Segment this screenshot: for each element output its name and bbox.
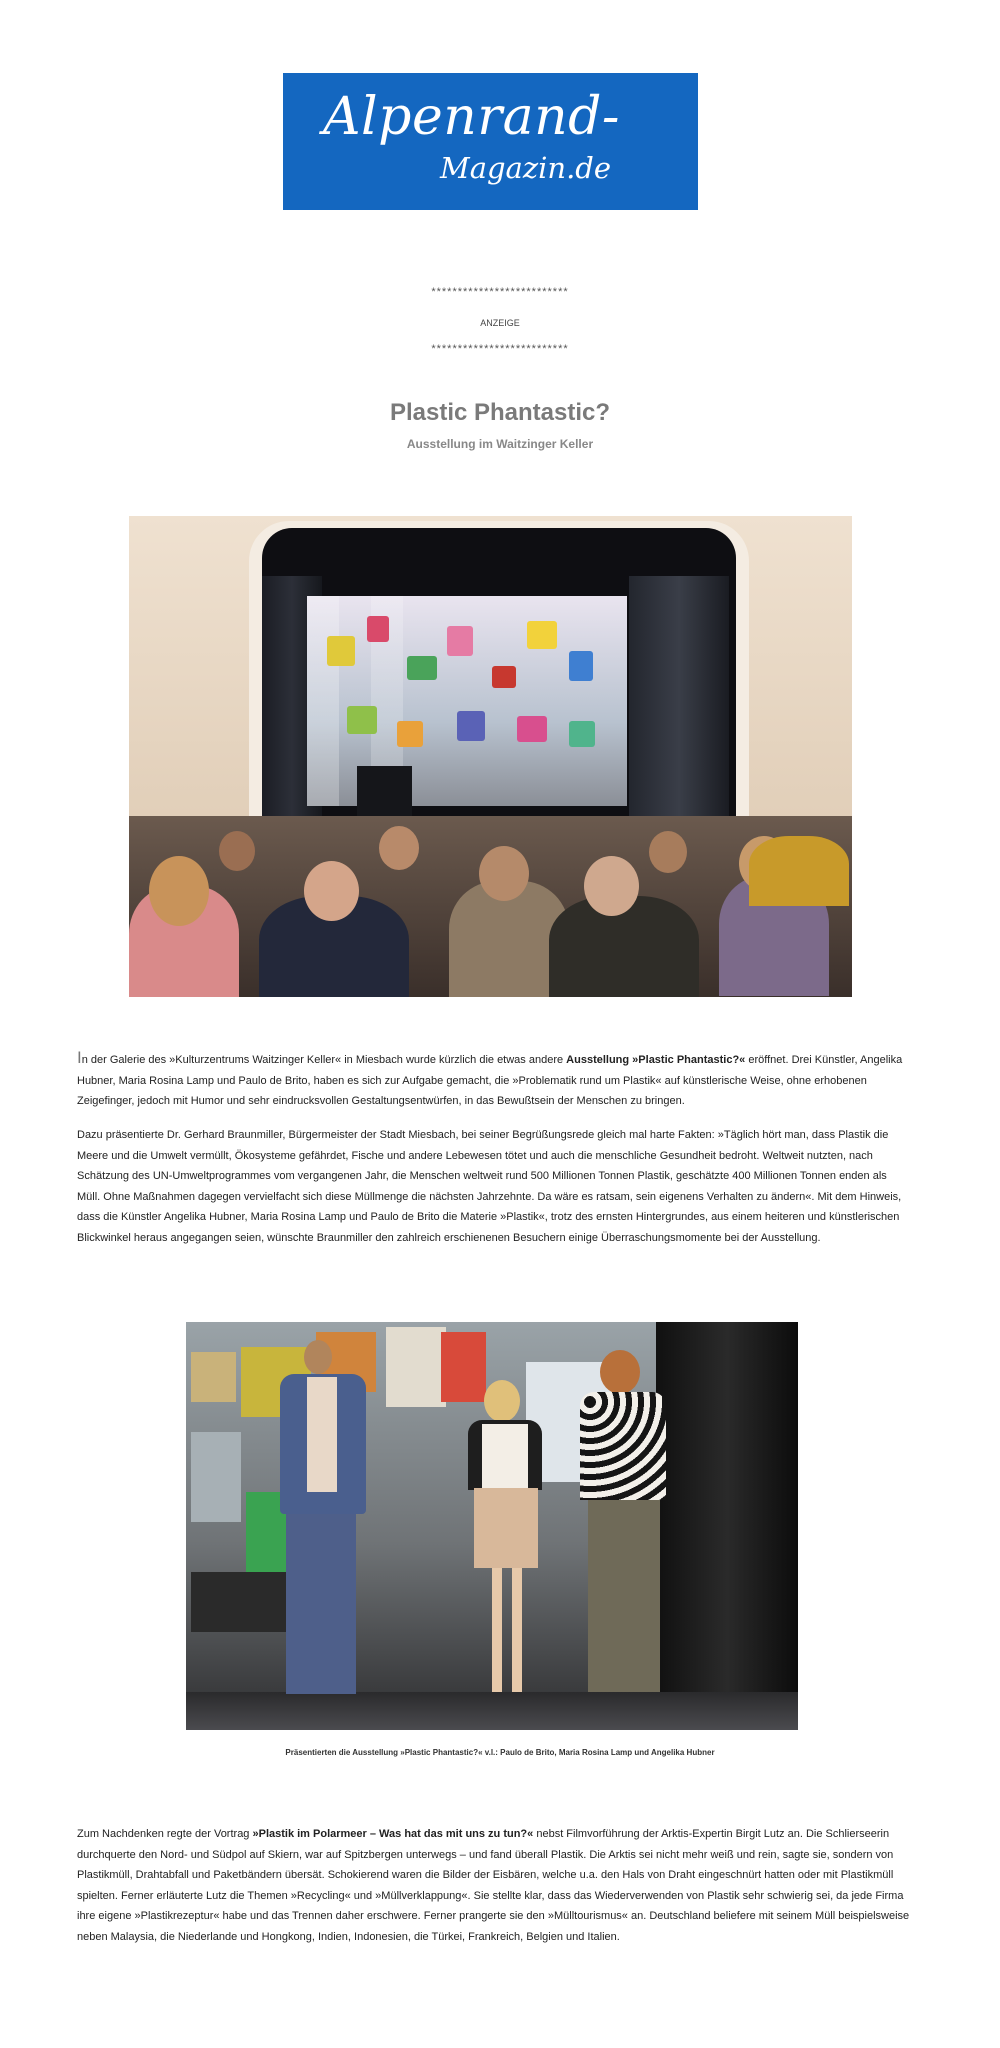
ad-label: ANZEIGE bbox=[480, 318, 520, 328]
theater-audience-photo bbox=[129, 516, 852, 997]
photo-caption: Präsentierten die Ausstellung »Plastic Phantastic?« v.l.: Paulo de Brito, Maria Rosina Lamp und Angelika Hubner bbox=[285, 1748, 715, 1757]
site-logo[interactable] bbox=[283, 73, 698, 210]
paragraph-1-text-a: n der Galerie des »Kulturzentrums Waitzinger Keller« in Miesbach wurde kürzlich die etwas andere bbox=[81, 1054, 567, 1066]
ad-divider-bottom: ************************** bbox=[431, 343, 569, 355]
article-paragraph-2: Dazu präsentierte Dr. Gerhard Braunmiller, Bürgermeister der Stadt Miesbach, bei seiner Begrüßungsrede gleich mal harte Fakten: »Täglich hört man, dass Plastik die Meere und die Umwelt vermüllt, Ökosysteme gefährdet, Fische und andere Lebewesen tötet und auch die menschliche Gesundheit bedroht. Weltweit nutzten, nach Schätzung des UN-Umweltprogrammes vom vergangenen Jahr, die Menschen weltweit rund 500 Millionen Tonnen Plastik, geschätzte 400 Millionen Tonnen enden als Müll. Ohne Maßnahmen dagegen vervielfacht sich diese Müllmenge die nächsten Jahrzehnte. Da wäre es ratsam, sein eigenens Verhalten zu ändern«. Mit dem Hinweis, dass die Künstler Angelika Hubner, Maria Rosina Lamp und Paulo de Brito die Materie »Plastik«, trotz des ernsten Hintergrundes, aus einem heiteren und künstlerischen Blickwinkel heraus angegangen seien, wünschte Braunmiller den zahlreich erschienenen Besuchern einige Überraschungsmomente bei der Ausstellung. bbox=[77, 1129, 902, 1244]
logo-text-line2: Magazin.de bbox=[440, 151, 612, 185]
article-subtitle: Ausstellung im Waitzinger Keller bbox=[406, 437, 594, 451]
paragraph-1-bold: Ausstellung »Plastic Phantastic?« bbox=[566, 1054, 746, 1066]
ad-divider-top: ************************** bbox=[431, 286, 569, 298]
logo-text-line1: Alpenrand- bbox=[323, 87, 620, 147]
speakers-on-stage-photo bbox=[186, 1322, 798, 1730]
paragraph-1-text-b: eröffnet. Drei Künstler, Angelika Hubner, Maria Rosina Lamp und Paulo de Brito, haben es sich zur Aufgabe gemacht, die »Problematik rund um Plastik« auf künstlerische Weise, ohne erhobenen Zeigefinger, jedoch mit Humor und sehr eindrucksvollen Gestaltungsentwürfen, in das Bewußtsein der Menschen zu bringen. bbox=[77, 1054, 903, 1107]
paragraph-3-text-b: nebst Filmvorführung der Arktis-Expertin Birgit Lutz an. Die Schlierseerin durchquerte den Nord- und Südpol auf Skiern, war auf Spitzbergen unterwegs – und fand überall Plastik. Die Arktis sei nicht mehr weiß und rein, sagte sie, sondern von Plastikmüll, Drahtabfall und Paketbändern übersät. Schokierend waren die Bilder der Eisbären, welche u.a. den Hals von Draht eingeschnürt hatten oder mit Plastikmüll spielten. Ferner erläuterte Lutz die Themen »Recycling« und »Müllverklappung«. Sie stellte klar, dass das Wiederverwenden von Plastik sehr schwierig sei, da jede Firma ihre eigene »Plastikrezeptur« habe und das Trennen daher erschwere. Ferner prangerte sie den »Mülltourismus« an. Deutschland beliefere mit seinem Müll beispielsweise neben Malaysia, die Niederlande und Hongkong, Indien, Indonesien, die Türkei, Frankreich, Belgien und Italien. bbox=[77, 1828, 910, 1943]
dropcap-letter: I bbox=[77, 1048, 82, 1067]
article-paragraph-3 bbox=[77, 1824, 913, 1947]
paragraph-3-text-a: Zum Nachdenken regte der Vortrag bbox=[77, 1828, 253, 1840]
article-paragraph-1 bbox=[77, 1048, 913, 1112]
article-title: Plastic Phantastic? bbox=[389, 399, 611, 426]
paragraph-3-bold: »Plastik im Polarmeer – Was hat das mit uns zu tun?« bbox=[252, 1828, 534, 1840]
